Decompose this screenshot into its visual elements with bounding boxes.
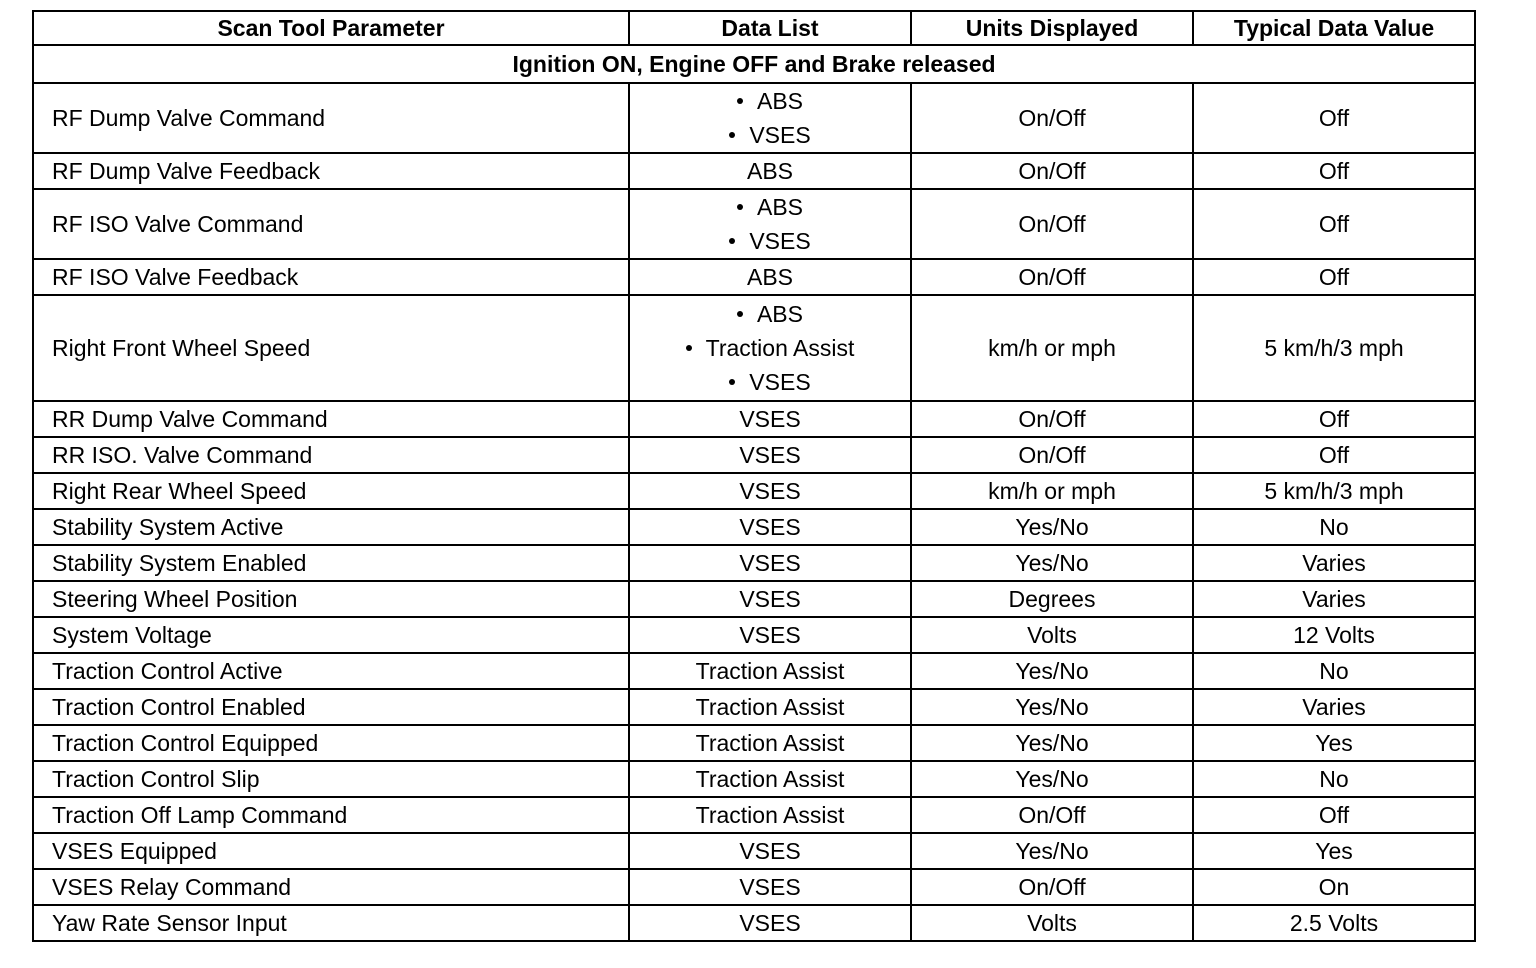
section-row	[33, 45, 1475, 83]
cell-scan-tool-parameter: RF ISO Valve Command	[33, 189, 629, 259]
cell-scan-tool-parameter: RF Dump Valve Feedback	[33, 153, 629, 189]
header-scan-tool-parameter: Scan Tool Parameter	[33, 11, 629, 45]
data-list-item	[686, 297, 855, 331]
data-list-item-label: ABS	[756, 301, 803, 327]
cell-data-list: VSES	[629, 509, 911, 545]
cell-typical-data-value: No	[1193, 761, 1475, 797]
table-row	[33, 617, 1475, 653]
cell-typical-data-value: On	[1193, 869, 1475, 905]
cell-data-list: VSES	[629, 617, 911, 653]
bullet-icon	[737, 204, 743, 210]
cell-units-displayed: Yes/No	[911, 509, 1193, 545]
cell-scan-tool-parameter: VSES Equipped	[33, 833, 629, 869]
cell-typical-data-value: Off	[1193, 797, 1475, 833]
data-list-bullets	[729, 84, 810, 152]
cell-units-displayed: On/Off	[911, 869, 1193, 905]
bullet-icon	[737, 98, 743, 104]
cell-data-list: VSES	[629, 401, 911, 437]
cell-scan-tool-parameter: Stability System Enabled	[33, 545, 629, 581]
cell-typical-data-value: No	[1193, 509, 1475, 545]
data-list-item-label: VSES	[749, 228, 811, 254]
bullet-icon	[686, 345, 692, 351]
cell-data-list: ABS	[629, 153, 911, 189]
scan-tool-table-wrapper	[32, 10, 1474, 942]
cell-data-list: VSES	[629, 833, 911, 869]
section-title: Ignition ON, Engine OFF and Brake released	[33, 45, 1475, 83]
cell-units-displayed: On/Off	[911, 189, 1193, 259]
data-list-item-label: Traction Assist	[705, 335, 855, 361]
cell-typical-data-value: Off	[1193, 189, 1475, 259]
cell-data-list	[629, 295, 911, 401]
cell-units-displayed: On/Off	[911, 797, 1193, 833]
data-list-item	[729, 118, 810, 152]
table-row	[33, 797, 1475, 833]
data-list-item	[729, 190, 810, 224]
table-row	[33, 83, 1475, 153]
table-row	[33, 725, 1475, 761]
table-row	[33, 259, 1475, 295]
cell-scan-tool-parameter: Right Rear Wheel Speed	[33, 473, 629, 509]
table-row	[33, 761, 1475, 797]
cell-data-list	[629, 83, 911, 153]
header-units-displayed: Units Displayed	[911, 11, 1193, 45]
data-list-item-label: ABS	[756, 88, 804, 114]
bullet-icon	[729, 379, 735, 385]
cell-units-displayed: Yes/No	[911, 689, 1193, 725]
cell-typical-data-value: Off	[1193, 153, 1475, 189]
cell-scan-tool-parameter: Traction Control Equipped	[33, 725, 629, 761]
data-list-item	[686, 365, 855, 399]
table-row	[33, 295, 1475, 401]
data-list-bullets	[729, 190, 810, 258]
cell-units-displayed: On/Off	[911, 83, 1193, 153]
cell-units-displayed: Yes/No	[911, 653, 1193, 689]
table-row	[33, 509, 1475, 545]
bullet-icon	[737, 311, 743, 317]
cell-typical-data-value: 5 km/h/3 mph	[1193, 473, 1475, 509]
cell-scan-tool-parameter: Right Front Wheel Speed	[33, 295, 629, 401]
table-row	[33, 869, 1475, 905]
cell-units-displayed: On/Off	[911, 259, 1193, 295]
cell-units-displayed: Yes/No	[911, 761, 1193, 797]
cell-units-displayed: Degrees	[911, 581, 1193, 617]
cell-units-displayed: km/h or mph	[911, 295, 1193, 401]
cell-units-displayed: Yes/No	[911, 545, 1193, 581]
cell-units-displayed: On/Off	[911, 437, 1193, 473]
cell-scan-tool-parameter: Steering Wheel Position	[33, 581, 629, 617]
table-row	[33, 473, 1475, 509]
cell-scan-tool-parameter: Traction Control Active	[33, 653, 629, 689]
table-row	[33, 905, 1475, 941]
cell-scan-tool-parameter: Yaw Rate Sensor Input	[33, 905, 629, 941]
cell-typical-data-value: 2.5 Volts	[1193, 905, 1475, 941]
cell-units-displayed: On/Off	[911, 401, 1193, 437]
cell-units-displayed: On/Off	[911, 153, 1193, 189]
cell-data-list: VSES	[629, 581, 911, 617]
bullet-icon	[729, 238, 735, 244]
cell-data-list: VSES	[629, 905, 911, 941]
cell-typical-data-value: Varies	[1193, 545, 1475, 581]
data-list-item	[686, 331, 855, 365]
cell-scan-tool-parameter: RF Dump Valve Command	[33, 83, 629, 153]
cell-typical-data-value: Varies	[1193, 581, 1475, 617]
cell-scan-tool-parameter: System Voltage	[33, 617, 629, 653]
cell-scan-tool-parameter: RR Dump Valve Command	[33, 401, 629, 437]
cell-typical-data-value: Yes	[1193, 725, 1475, 761]
table-row	[33, 689, 1475, 725]
data-list-item	[729, 224, 810, 258]
cell-data-list: VSES	[629, 473, 911, 509]
cell-units-displayed: Volts	[911, 905, 1193, 941]
cell-data-list: ABS	[629, 259, 911, 295]
cell-typical-data-value: Off	[1193, 401, 1475, 437]
table-row	[33, 401, 1475, 437]
table-header-row	[33, 11, 1475, 45]
table-row	[33, 833, 1475, 869]
header-data-list: Data List	[629, 11, 911, 45]
cell-scan-tool-parameter: Traction Off Lamp Command	[33, 797, 629, 833]
cell-typical-data-value: Yes	[1193, 833, 1475, 869]
table-row	[33, 189, 1475, 259]
table-body	[33, 45, 1475, 941]
table-row	[33, 437, 1475, 473]
cell-data-list: VSES	[629, 437, 911, 473]
table-row	[33, 545, 1475, 581]
cell-scan-tool-parameter: RR ISO. Valve Command	[33, 437, 629, 473]
cell-units-displayed: Volts	[911, 617, 1193, 653]
data-list-item-label: VSES	[749, 369, 811, 395]
cell-data-list: Traction Assist	[629, 653, 911, 689]
cell-scan-tool-parameter: Traction Control Enabled	[33, 689, 629, 725]
cell-typical-data-value: No	[1193, 653, 1475, 689]
cell-typical-data-value: Off	[1193, 83, 1475, 153]
cell-units-displayed: Yes/No	[911, 833, 1193, 869]
cell-data-list	[629, 189, 911, 259]
cell-data-list: Traction Assist	[629, 689, 911, 725]
data-list-item	[729, 84, 810, 118]
cell-units-displayed: km/h or mph	[911, 473, 1193, 509]
table-row	[33, 653, 1475, 689]
cell-typical-data-value: Off	[1193, 259, 1475, 295]
cell-typical-data-value: Varies	[1193, 689, 1475, 725]
cell-data-list: VSES	[629, 869, 911, 905]
cell-data-list: Traction Assist	[629, 725, 911, 761]
cell-typical-data-value: 5 km/h/3 mph	[1193, 295, 1475, 401]
cell-scan-tool-parameter: Traction Control Slip	[33, 761, 629, 797]
cell-scan-tool-parameter: Stability System Active	[33, 509, 629, 545]
table-row	[33, 581, 1475, 617]
cell-data-list: Traction Assist	[629, 797, 911, 833]
data-list-item-label: VSES	[749, 122, 811, 148]
data-list-bullets	[686, 297, 855, 399]
cell-scan-tool-parameter: RF ISO Valve Feedback	[33, 259, 629, 295]
bullet-icon	[729, 132, 735, 138]
cell-scan-tool-parameter: VSES Relay Command	[33, 869, 629, 905]
cell-typical-data-value: 12 Volts	[1193, 617, 1475, 653]
table-row	[33, 153, 1475, 189]
cell-data-list: Traction Assist	[629, 761, 911, 797]
cell-units-displayed: Yes/No	[911, 725, 1193, 761]
header-typical-data-value: Typical Data Value	[1193, 11, 1475, 45]
data-list-item-label: ABS	[756, 194, 804, 220]
scan-tool-data-table	[32, 10, 1476, 942]
cell-data-list: VSES	[629, 545, 911, 581]
cell-typical-data-value: Off	[1193, 437, 1475, 473]
